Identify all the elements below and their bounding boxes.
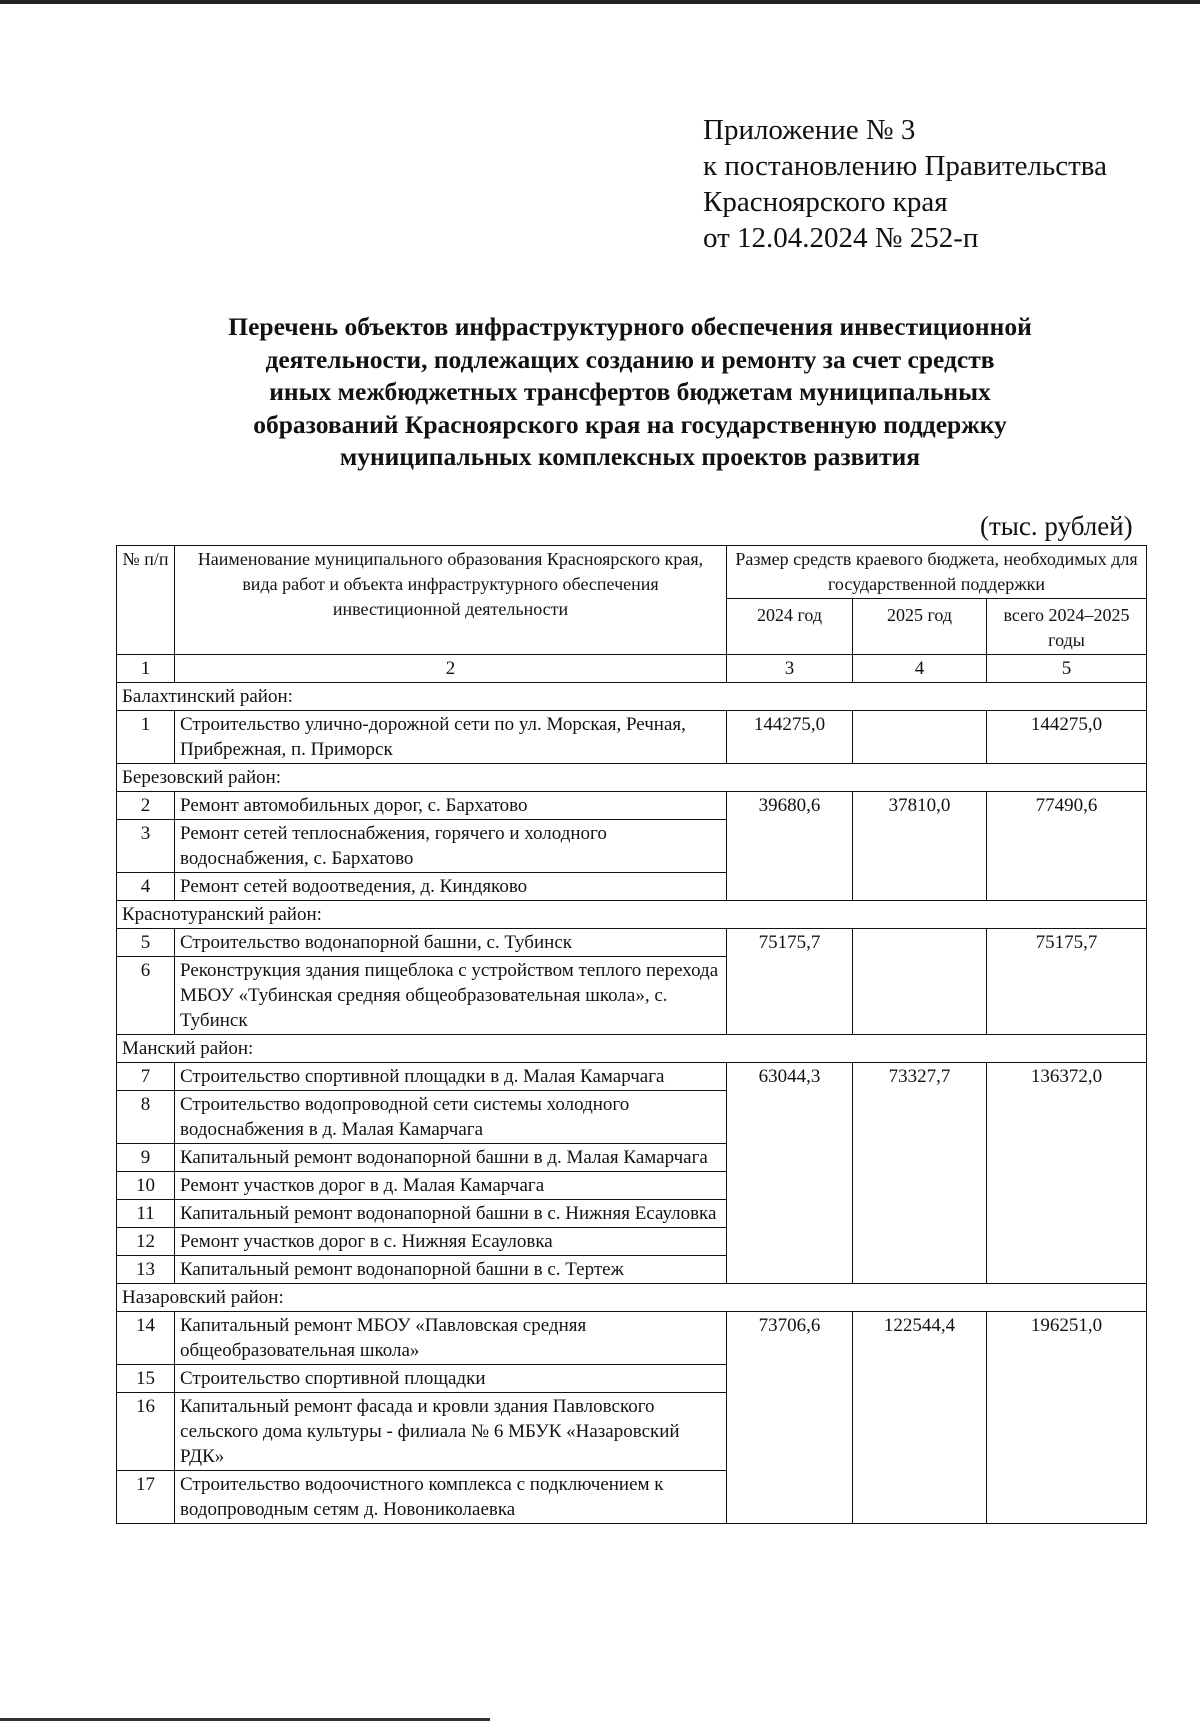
col-number: 3 — [727, 655, 853, 683]
col-number: 2 — [175, 655, 727, 683]
appendix-line: Приложение № 3 — [703, 114, 916, 146]
appendix-line: от 12.04.2024 № 252-п — [703, 222, 979, 254]
row-object-name: Строительство водоочистного комплекса с подключением к водопроводным сетям д. Новониколаевка — [175, 1471, 727, 1524]
row-object-name: Ремонт участков дорог в с. Нижняя Есауловка — [175, 1228, 727, 1256]
title-line: муниципальных комплексных проектов развития — [339, 442, 921, 471]
title-line: образований Красноярского края на государственную поддержку — [253, 409, 1007, 439]
row-object-name: Ремонт сетей водоотведения, д. Киндяково — [175, 873, 727, 901]
row-number: 3 — [117, 820, 175, 873]
row-number: 5 — [117, 929, 175, 957]
row-object-name: Капитальный ремонт фасада и кровли здания Павловского сельского дома культуры - филиала № 6 МБУК «Назаровский РДК» — [175, 1393, 727, 1471]
amount-y2024: 75175,7 — [727, 929, 853, 1035]
col-number: 1 — [117, 655, 175, 683]
column-number-row — [117, 655, 1147, 683]
amount-y2025 — [853, 929, 987, 1035]
row-number: 10 — [117, 1172, 175, 1200]
row-number: 14 — [117, 1312, 175, 1365]
district-row — [117, 683, 1147, 711]
header-total: всего 2024–2025 годы — [987, 599, 1147, 655]
row-number: 4 — [117, 873, 175, 901]
row-number: 8 — [117, 1091, 175, 1144]
appendix-line: к постановлению Правительства — [703, 150, 1107, 182]
header-funds: Размер средств краевого бюджета, необходимых для государственной поддержки — [727, 546, 1147, 599]
table-body — [117, 546, 1147, 1524]
row-object-name: Капитальный ремонт водонапорной башни в с. Нижняя Есауловка — [175, 1200, 727, 1228]
row-number: 6 — [117, 957, 175, 1035]
row-number: 7 — [117, 1063, 175, 1091]
row-object-name: Строительство улично-дорожной сети по ул. Морская, Речная, Прибрежная, п. Приморск — [175, 711, 727, 764]
row-number: 11 — [117, 1200, 175, 1228]
table-row — [117, 711, 1147, 764]
district-name: Березовский район: — [117, 764, 1147, 792]
district-name: Манский район: — [117, 1035, 1147, 1063]
row-object-name: Строительство водопроводной сети системы холодного водоснабжения в д. Малая Камарчага — [175, 1091, 727, 1144]
amount-y2024: 144275,0 — [727, 711, 853, 764]
row-object-name: Строительство спортивной площадки в д. Малая Камарчага — [175, 1063, 727, 1091]
table-row — [117, 1312, 1147, 1365]
row-object-name: Строительство спортивной площадки — [175, 1365, 727, 1393]
amount-y2025: 37810,0 — [853, 792, 987, 901]
amount-total: 75175,7 — [987, 929, 1147, 1035]
amount-y2025: 73327,7 — [853, 1063, 987, 1284]
amount-y2024: 63044,3 — [727, 1063, 853, 1284]
row-number: 15 — [117, 1365, 175, 1393]
appendix-line: Красноярского края — [703, 186, 948, 218]
row-object-name: Капитальный ремонт водонапорной башни в д. Малая Камарчага — [175, 1144, 727, 1172]
district-name: Краснотуранский район: — [117, 901, 1147, 929]
col-number: 5 — [987, 655, 1147, 683]
row-number: 2 — [117, 792, 175, 820]
table-row — [117, 1063, 1147, 1091]
amount-y2024: 39680,6 — [727, 792, 853, 901]
header-num: № п/п — [117, 546, 175, 655]
district-row — [117, 1035, 1147, 1063]
row-number: 9 — [117, 1144, 175, 1172]
district-row — [117, 1284, 1147, 1312]
table-row — [117, 929, 1147, 957]
amount-total: 136372,0 — [987, 1063, 1147, 1284]
objects-table — [116, 545, 1147, 1524]
table-row — [117, 792, 1147, 820]
row-object-name: Ремонт автомобильных дорог, с. Бархатово — [175, 792, 727, 820]
units-label: (тыс. рублей) — [980, 511, 1133, 541]
row-object-name: Строительство водонапорной башни, с. Тубинск — [175, 929, 727, 957]
table-header-row — [117, 546, 1147, 599]
header-name: Наименование муниципального образования Красноярского края, вида работ и объекта инфраструктурного обеспечения инвестиционной деятельности — [175, 546, 727, 655]
row-number: 16 — [117, 1393, 175, 1471]
scan-border-top — [0, 0, 1200, 4]
district-name: Назаровский район: — [117, 1284, 1147, 1312]
title-line: Перечень объектов инфраструктурного обеспечения инвестиционной — [228, 312, 1032, 341]
title-line: иных межбюджетных трансфертов бюджетам муниципальных — [269, 377, 991, 406]
scan-border-bottom — [0, 1718, 490, 1721]
row-object-name: Реконструкция здания пищеблока с устройством теплого перехода МБОУ «Тубинская средняя общеобразовательная школа», с. Тубинск — [175, 957, 727, 1035]
amount-total: 77490,6 — [987, 792, 1147, 901]
row-object-name: Капитальный ремонт МБОУ «Павловская средняя общеобразовательная школа» — [175, 1312, 727, 1365]
amount-total: 196251,0 — [987, 1312, 1147, 1524]
row-object-name: Ремонт сетей теплоснабжения, горячего и холодного водоснабжения, с. Бархатово — [175, 820, 727, 873]
document-title — [115, 311, 1145, 474]
row-number: 12 — [117, 1228, 175, 1256]
title-line: деятельности, подлежащих созданию и ремонту за счет средств — [265, 344, 995, 374]
row-number: 17 — [117, 1471, 175, 1524]
row-object-name: Ремонт участков дорог в д. Малая Камарчага — [175, 1172, 727, 1200]
amount-y2025: 122544,4 — [853, 1312, 987, 1524]
header-2024: 2024 год — [727, 599, 853, 655]
district-name: Балахтинский район: — [117, 683, 1147, 711]
row-number: 13 — [117, 1256, 175, 1284]
amount-y2025 — [853, 711, 987, 764]
amount-y2024: 73706,6 — [727, 1312, 853, 1524]
district-row — [117, 901, 1147, 929]
header-2025: 2025 год — [853, 599, 987, 655]
appendix-block — [703, 112, 1107, 256]
col-number: 4 — [853, 655, 987, 683]
row-number: 1 — [117, 711, 175, 764]
district-row — [117, 764, 1147, 792]
row-object-name: Капитальный ремонт водонапорной башни в с. Тертеж — [175, 1256, 727, 1284]
amount-total: 144275,0 — [987, 711, 1147, 764]
